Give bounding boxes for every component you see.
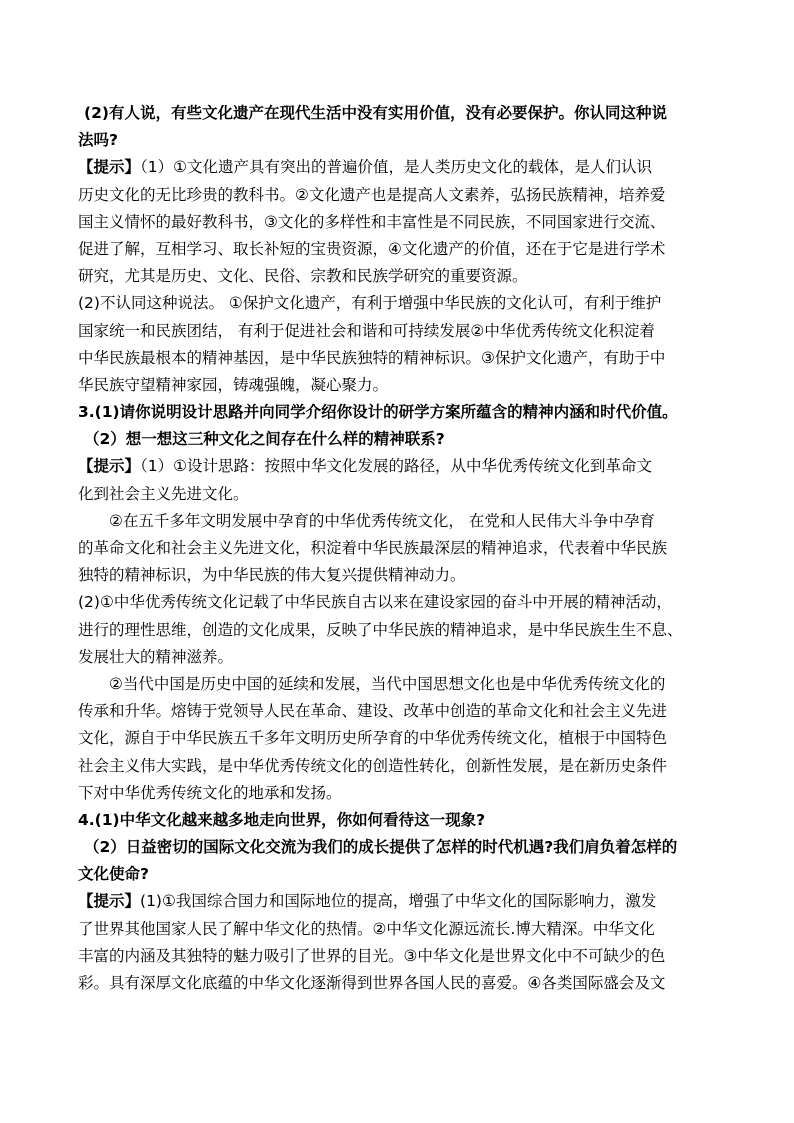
line-text: 发展壮大的精神滋养。 [78, 647, 234, 666]
line-text: 文化，源自于中华民族五千多年文明历史所孕育的中华优秀传统文化，植根于中国特色 [78, 729, 668, 748]
question-line [78, 100, 724, 127]
line-text: (2)不认同这种说法。 ①保护文化遗产，有利于增强中华民族的文化认可，有利于维护 [78, 294, 662, 313]
line-text: 化到社会主义先进文化。 [78, 484, 249, 503]
line-text: （2）日益密切的国际文化交流为我们的成长提供了怎样的时代机遇?我们肩负着怎样的 [84, 838, 678, 857]
line-text: 中华民族最根本的精神基因，是中华民族独特的精神标识。③保护文化遗产，有助于中 [78, 348, 666, 367]
line-text: 促进了解，互相学习、取长补短的宝贵资源，④文化遗产的价值，还在于它是进行学术 [78, 239, 666, 258]
answer-line [78, 562, 724, 589]
answer-line [78, 644, 724, 671]
hint-label: 【提示】 [78, 457, 141, 476]
line-text: 社会主义伟大实践，是中华优秀传统文化的创造性转化，创新性发展，是在新历史条件 [78, 756, 668, 775]
line-text: 研究，尤其是历史、文化、民俗、宗教和民族学研究的重要资源。 [78, 267, 528, 286]
answer-line [78, 970, 724, 997]
line-text: 传承和升华。熔铸于党领导人民在革命、建设、改革中创造的革命文化和社会主义先进 [78, 702, 668, 721]
line-text: 3.(1)请你说明设计思路并向同学介绍你设计的研学方案所蕴含的精神内涵和时代价值。 [78, 403, 678, 422]
line-text: (2)有人说，有些文化遗产在现代生活中没有实用价值，没有必要保护。你认同这种说 [84, 104, 667, 122]
line-text: 的革命文化和社会主义先进文化，积淀着中华民族最深层的精神追求，代表着中华民族 [78, 539, 668, 557]
answer-line [78, 617, 724, 644]
line-text: （1）①设计思路：按照中华文化发展的路径，从中华优秀传统文化到革命文 [140, 457, 653, 476]
answer-line [78, 508, 724, 535]
answer-line [78, 535, 724, 562]
line-text: 国家统一和民族团结， 有利于促进社会和谐和可持续发展②中华优秀传统文化积淀着 [78, 321, 655, 340]
answer-line [78, 725, 724, 752]
line-text: （2）想一想这三种文化之间存在什么样的精神联系? [84, 430, 445, 449]
hint-label: 【提示】 [78, 892, 141, 911]
answer-line [78, 671, 724, 698]
answer-line [78, 943, 724, 970]
answer-line [78, 263, 724, 290]
line-text: （1）①文化遗产具有突出的普遍价值，是人类历史文化的载体，是人们认识 [140, 158, 653, 177]
line-text: 文化使命? [78, 865, 149, 884]
document-body [78, 100, 724, 997]
line-text: ②当代中国是历史中国的延续和发展，当代中国思想文化也是中华优秀传统文化的 [109, 674, 666, 693]
line-text: 了世界其他国家人民了解中华文化的热情。②中华文化源远流长.博大精深。中华文化 [78, 919, 655, 938]
answer-line [78, 753, 724, 780]
question-line [78, 807, 724, 834]
line-text: 彩。具有深厚文化底蕴的中华文化逐渐得到世界各国人民的喜爱。④各类国际盛会及文 [78, 974, 666, 992]
answer-line [78, 780, 724, 807]
answer-line [78, 481, 724, 508]
question-line [78, 399, 724, 426]
answer-line [78, 236, 724, 263]
answer-line [78, 916, 724, 943]
line-text: 独特的精神标识，为中华民族的伟大复兴提供精神动力。 [78, 566, 466, 585]
answer-line [78, 290, 724, 317]
line-text: 丰富的内涵及其独特的魅力吸引了世界的目光。③中华文化是世界文化中不可缺少的色 [78, 946, 666, 965]
line-text: (1)①我国综合国力和国际地位的提高，增强了中华文化的国际影响力，激发 [140, 892, 657, 911]
question-line [78, 426, 724, 453]
answer-line [78, 589, 724, 616]
line-text: 国主义情怀的最好教科书，③文化的多样性和丰富性是不同民族，不同国家进行交流、 [78, 212, 666, 231]
answer-line [78, 209, 724, 236]
answer-line [78, 345, 724, 372]
line-text: ②在五千多年文明发展中孕育的中华优秀传统文化， 在党和人民伟大斗争中孕育 [109, 511, 655, 530]
line-text: 历史文化的无比珍贵的教科书。②文化遗产也是提高人文素养，弘扬民族精神，培养爱 [78, 185, 666, 204]
line-text: 下对中华优秀传统文化的地承和发扬。 [78, 783, 342, 802]
question-line [78, 861, 724, 888]
answer-line [78, 318, 724, 345]
answer-line [78, 372, 724, 399]
line-text: 法吗? [78, 131, 118, 150]
line-text: (2)①中华优秀传统文化记载了中华民族自古以来在建设家园的奋斗中开展的精神活动， [78, 593, 672, 612]
line-text: 进行的理性思维，创造的文化成果，反映了中华民族的精神追求，是中华民族生生不息、 [78, 620, 683, 639]
answer-line [78, 182, 724, 209]
question-line [78, 834, 724, 861]
answer-line [78, 698, 724, 725]
hint-label: 【提示】 [78, 158, 141, 177]
hint-line [78, 154, 724, 181]
question-line [78, 127, 724, 154]
line-text: 华民族守望精神家园，铸魂强魄，凝心聚力。 [78, 375, 389, 394]
line-text: 4.(1)中华文化越来越多地走向世界，你如何看待这一现象? [78, 810, 486, 829]
hint-line [78, 453, 724, 480]
hint-line [78, 888, 724, 915]
